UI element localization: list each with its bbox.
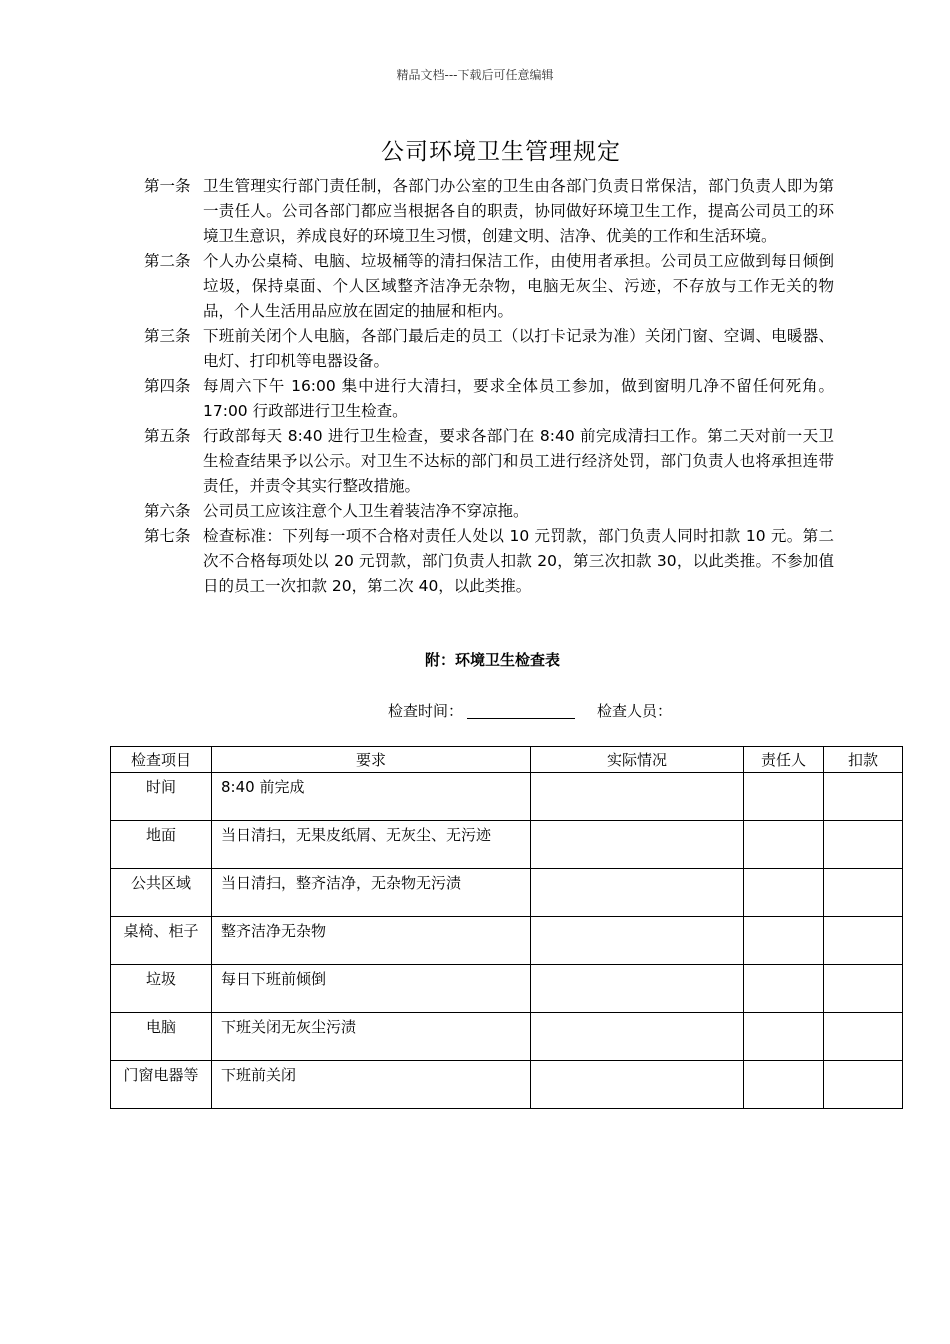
table-row (111, 869, 903, 917)
inspection-meta (388, 700, 672, 721)
actual-cell (531, 1061, 744, 1109)
article-label: 第六条 (144, 502, 191, 520)
article-label: 第七条 (144, 527, 191, 545)
article-label: 第四条 (144, 377, 191, 395)
responsible-cell (744, 1061, 824, 1109)
responsible-cell (744, 917, 824, 965)
article (144, 424, 834, 499)
table-row (111, 1061, 903, 1109)
column-header: 扣款 (824, 747, 903, 773)
deduction-cell (824, 1061, 903, 1109)
actual-cell (531, 917, 744, 965)
deduction-cell (824, 1013, 903, 1061)
item-cell: 公共区域 (111, 869, 212, 917)
table-row (111, 1013, 903, 1061)
column-header: 责任人 (744, 747, 824, 773)
article-text: 卫生管理实行部门责任制，各部门办公室的卫生由各部门负责日常保洁，部门负责人即为第一责任人。公司各部门都应当根据各自的职责，协同做好环境卫生工作，提高公司员工的环境卫生意识，养成良好的环境卫生习惯，创建文明、洁净、优美的工作和生活环境。 (203, 177, 834, 245)
table-row (111, 917, 903, 965)
responsible-cell (744, 965, 824, 1013)
responsible-cell (744, 821, 824, 869)
actual-cell (531, 965, 744, 1013)
actual-cell (531, 1013, 744, 1061)
article (144, 324, 834, 374)
requirement-cell: 下班关闭无灰尘污渍 (212, 1013, 531, 1061)
item-cell: 门窗电器等 (111, 1061, 212, 1109)
responsible-cell (744, 773, 824, 821)
article-text: 检查标准：下列每一项不合格对责任人处以 10 元罚款，部门负责人同时扣款 10 元。第二次不合格每项处以 20 元罚款，部门负责人扣款 20，第三次扣款 30，以此类推。不参加值日的员工一次扣款 20，第二次 40，以此类推。 (203, 527, 834, 595)
article-label: 第三条 (144, 327, 191, 345)
requirement-cell: 当日清扫，无果皮纸屑、无灰尘、无污迹 (212, 821, 531, 869)
article-text: 公司员工应该注意个人卫生着装洁净不穿凉拖。 (203, 502, 529, 520)
article-label: 第二条 (144, 252, 191, 270)
article-label: 第五条 (144, 427, 191, 445)
table-header-row (111, 747, 903, 773)
article (144, 249, 834, 324)
responsible-cell (744, 869, 824, 917)
article (144, 524, 834, 599)
page-title: 公司环境卫生管理规定 (381, 139, 621, 165)
item-cell: 桌椅、柜子 (111, 917, 212, 965)
table-row (111, 773, 903, 821)
check-time-label: 检查时间： (388, 702, 464, 720)
deduction-cell (824, 773, 903, 821)
requirement-cell: 下班前关闭 (212, 1061, 531, 1109)
item-cell: 时间 (111, 773, 212, 821)
item-cell: 地面 (111, 821, 212, 869)
inspection-table (110, 746, 903, 1109)
responsible-cell (744, 1013, 824, 1061)
column-header: 要求 (212, 747, 531, 773)
appendix-title: 附：环境卫生检查表 (424, 651, 560, 669)
deduction-cell (824, 917, 903, 965)
article-text: 个人办公桌椅、电脑、垃圾桶等的清扫保洁工作，由使用者承担。公司员工应做到每日倾倒垃圾，保持桌面、个人区域整齐洁净无杂物，电脑无灰尘、污迹，不存放与工作无关的物品，个人生活用品应放在固定的抽屉和柜内。 (203, 252, 834, 320)
article-text: 下班前关闭个人电脑，各部门最后走的员工（以打卡记录为准）关闭门窗、空调、电暖器、电灯、打印机等电器设备。 (203, 327, 834, 370)
table-row (111, 821, 903, 869)
article-text: 行政部每天 8:40 进行卫生检查，要求各部门在 8:40 前完成清扫工作。第二天对前一天卫生检查结果予以公示。对卫生不达标的部门和员工进行经济处罚，部门负责人也将承担连带责任，并责令其实行整改措施。 (203, 427, 834, 495)
actual-cell (531, 773, 744, 821)
item-cell: 垃圾 (111, 965, 212, 1013)
requirement-cell: 当日清扫，整齐洁净，无杂物无污渍 (212, 869, 531, 917)
actual-cell (531, 821, 744, 869)
deduction-cell (824, 869, 903, 917)
check-time-blank (467, 704, 575, 719)
article (144, 374, 834, 424)
requirement-cell: 8:40 前完成 (212, 773, 531, 821)
article-text: 每周六下午 16:00 集中进行大清扫，要求全体员工参加，做到窗明几净不留任何死角。17:00 行政部进行卫生检查。 (203, 377, 834, 420)
deduction-cell (824, 821, 903, 869)
actual-cell (531, 869, 744, 917)
column-header: 检查项目 (111, 747, 212, 773)
article (144, 499, 834, 524)
requirement-cell: 整齐洁净无杂物 (212, 917, 531, 965)
table-row (111, 965, 903, 1013)
article-label: 第一条 (144, 177, 191, 195)
article (144, 174, 834, 249)
articles-list (144, 174, 834, 599)
column-header: 实际情况 (531, 747, 744, 773)
deduction-cell (824, 965, 903, 1013)
inspector-label: 检查人员： (597, 702, 673, 720)
requirement-cell: 每日下班前倾倒 (212, 965, 531, 1013)
page-header: 精品文档---下载后可任意编辑 (396, 68, 554, 82)
item-cell: 电脑 (111, 1013, 212, 1061)
